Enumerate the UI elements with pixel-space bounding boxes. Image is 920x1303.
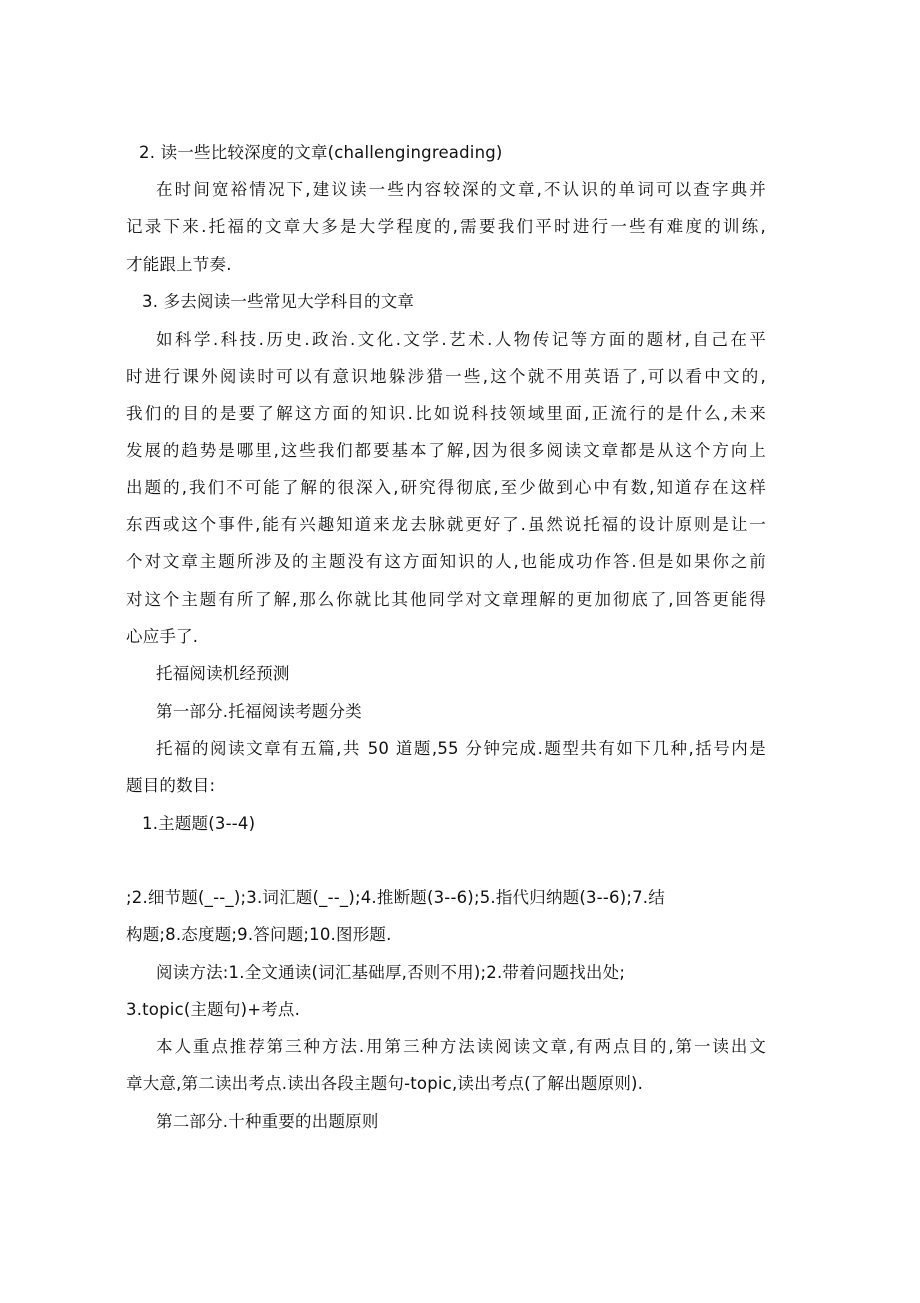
- paragraph-line: 题目的数目:: [126, 776, 216, 795]
- paragraph-line: 时进行课外阅读时可以有意识地躲涉猎一些,这个就不用英语了,可以看中文的,: [126, 367, 766, 386]
- paragraph-line: 发展的趋势是哪里,这些我们都要基本了解,因为很多阅读文章都是从这个方向上: [126, 441, 766, 460]
- heading-college-subjects: 3. 多去阅读一些常见大学科目的文章: [142, 292, 415, 311]
- paragraph-line: 个对文章主题所涉及的主题没有这方面知识的人,也能成功作答.但是如果你之前: [126, 552, 766, 571]
- paragraph-line: 心应手了.: [126, 627, 199, 646]
- paragraph-line: 对这个主题有所了解,那么你就比其他同学对文章理解的更加彻底了,回答更能得: [126, 590, 766, 609]
- paragraph-line: 东西或这个事件,能有兴趣知道来龙去脉就更好了.虽然说托福的设计原则是让一: [126, 515, 766, 534]
- paragraph-line: 3.topic(主题句)+考点.: [126, 1000, 301, 1019]
- list-item-main-idea: 1.主题题(3--4): [142, 814, 256, 833]
- paragraph-line: ;2.细节题(_--_);3.词汇题(_--_);4.推断题(3--6);5.指代归纳题(3--6);7.结: [126, 888, 665, 907]
- section-title-prediction: 托福阅读机经预测: [156, 664, 290, 683]
- heading-challenging-reading: 2. 读一些比较深度的文章(challengingreading): [139, 143, 503, 162]
- paragraph-line: 构题;8.态度题;9.答问题;10.图形题.: [126, 925, 392, 944]
- paragraph-line: 记录下来.托福的文章大多是大学程度的,需要我们平时进行一些有难度的训练,: [126, 217, 766, 236]
- section-title-part-two: 第二部分.十种重要的出题原则: [156, 1112, 379, 1131]
- paragraph-line: 在时间宽裕情况下,建议读一些内容较深的文章,不认识的单词可以查字典并: [156, 180, 766, 199]
- paragraph-line: 阅读方法:1.全文通读(词汇基础厚,否则不用);2.带着问题找出处;: [156, 963, 626, 982]
- section-title-part-one: 第一部分.托福阅读考题分类: [156, 702, 362, 721]
- paragraph-line: 才能跟上节奏.: [126, 255, 232, 274]
- paragraph-line: 如科学.科技.历史.政治.文化.文学.艺术.人物传记等方面的题材,自己在平: [156, 330, 766, 349]
- paragraph-line: 托福的阅读文章有五篇,共 50 道题,55 分钟完成.题型共有如下几种,括号内是: [156, 739, 766, 758]
- paragraph-line: 我们的目的是要了解这方面的知识.比如说科技领域里面,正流行的是什么,未来: [126, 404, 766, 423]
- paragraph-line: 本人重点推荐第三种方法.用第三种方法读阅读文章,有两点目的,第一读出文: [156, 1037, 766, 1056]
- paragraph-line: 章大意,第二读出考点.读出各段主题句-topic,读出考点(了解出题原则).: [126, 1074, 644, 1093]
- paragraph-line: 出题的,我们不可能了解的很深入,研究得彻底,至少做到心中有数,知道存在这样: [126, 478, 766, 497]
